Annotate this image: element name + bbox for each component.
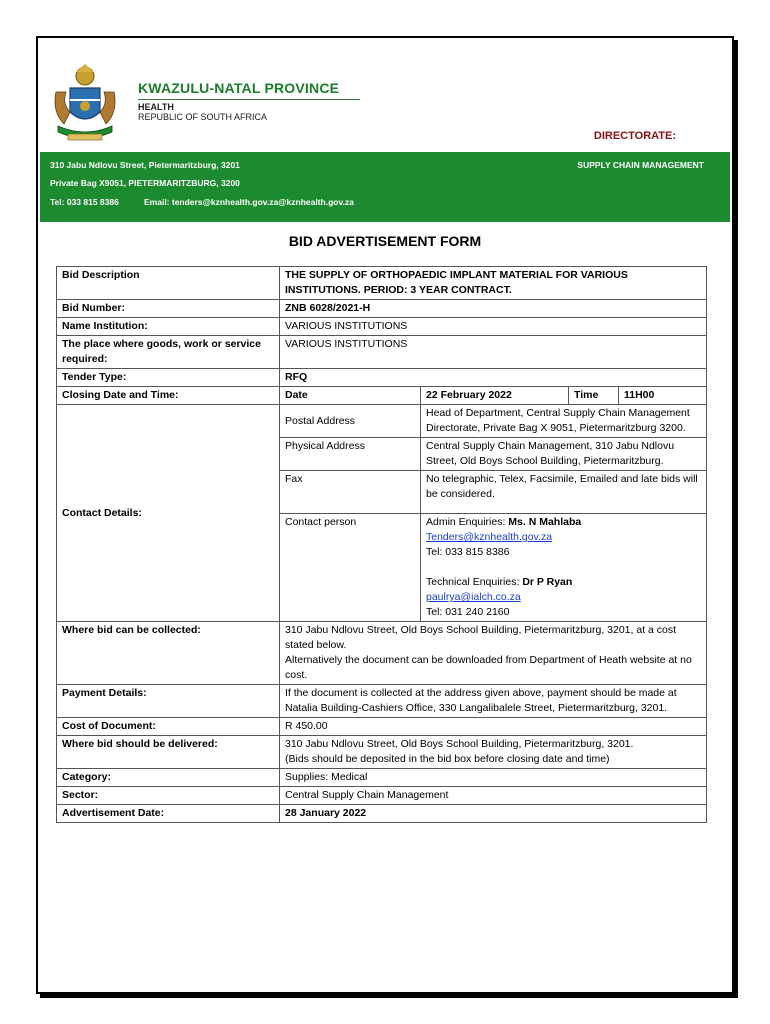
tender-type-label: Tender Type: xyxy=(57,369,280,387)
advertisement-date-value: 28 January 2022 xyxy=(280,805,707,823)
category-value: Supplies: Medical xyxy=(280,769,707,787)
name-institution-label: Name Institution: xyxy=(57,318,280,336)
contact-bar xyxy=(40,152,730,222)
cost-label: Cost of Document: xyxy=(57,718,280,736)
address-line-2: Private Bag X9051, PIETERMARITZBURG, 3200 xyxy=(50,178,240,188)
tech-name: Dr P Ryan xyxy=(522,576,573,588)
collected-label: Where bid can be collected: xyxy=(57,622,280,685)
letterhead xyxy=(40,40,730,154)
form-title: BID ADVERTISEMENT FORM xyxy=(288,233,482,249)
tech-tel: Tel: 031 240 2160 xyxy=(426,606,510,618)
brand-divider xyxy=(138,99,360,100)
payment-value: If the document is collected at the address given above, payment should be made at Natalia Building-Cashiers Office, 330 Langalibalele Street, Pietermaritzburg, 3201. xyxy=(280,685,707,718)
payment-label: Payment Details: xyxy=(57,685,280,718)
postal-address-label: Postal Address xyxy=(280,405,421,438)
delivered-value xyxy=(280,736,707,769)
country-name: REPUBLIC OF SOUTH AFRICA xyxy=(138,112,268,122)
fax-value: No telegraphic, Telex, Facsimile, Emailed and late bids will be considered. xyxy=(421,471,707,514)
contact-person-label: Contact person xyxy=(280,514,421,622)
admin-prefix: Admin Enquiries: xyxy=(426,516,509,528)
closing-date-label: Date xyxy=(280,387,421,405)
physical-address-label: Physical Address xyxy=(280,438,421,471)
bid-description-label: Bid Description xyxy=(57,267,280,300)
bid-number-value: ZNB 6028/2021-H xyxy=(280,300,707,318)
table-row xyxy=(57,805,707,823)
admin-tel: Tel: 033 815 8386 xyxy=(426,546,510,558)
name-institution-value: VARIOUS INSTITUTIONS xyxy=(280,318,707,336)
delivered-text-1: 310 Jabu Ndlovu Street, Old Boys School Building, Pietermaritzburg, 3201. xyxy=(285,738,634,750)
table-row xyxy=(57,369,707,387)
physical-address-value: Central Supply Chain Management, 310 Jabu Ndlovu Street, Old Boys School Building, Pietermaritzburg. xyxy=(421,438,707,471)
collected-text-2: Alternatively the document can be downloaded from Department of Heath website at no cost. xyxy=(285,654,692,681)
place-required-value: VARIOUS INSTITUTIONS xyxy=(280,336,707,369)
admin-email-link[interactable]: Tenders@kznhealth.gov.za xyxy=(426,531,553,543)
cost-value: R 450.00 xyxy=(280,718,707,736)
table-row xyxy=(57,318,707,336)
table-row xyxy=(57,718,707,736)
email: Email: tenders@kznhealth.gov.za@kznhealth.gov.za xyxy=(144,197,354,207)
directorate-name: SUPPLY CHAIN MANAGEMENT xyxy=(577,160,704,170)
delivered-label: Where bid should be delivered: xyxy=(57,736,280,769)
table-row xyxy=(57,267,707,300)
category-label: Category: xyxy=(57,769,280,787)
sector-value: Central Supply Chain Management xyxy=(280,787,707,805)
address-line-1: 310 Jabu Ndlovu Street, Pietermaritzburg, 3201 xyxy=(50,160,240,170)
closing-label: Closing Date and Time: xyxy=(57,387,280,405)
contact-person-value xyxy=(421,514,707,622)
advertisement-date-label: Advertisement Date: xyxy=(57,805,280,823)
bid-table xyxy=(56,266,707,823)
bid-number-label: Bid Number: xyxy=(57,300,280,318)
collected-text-1: 310 Jabu Ndlovu Street, Old Boys School Building, Pietermaritzburg, 3201, at a cost stated below. xyxy=(285,624,677,651)
department-name: HEALTH xyxy=(138,102,174,112)
table-row xyxy=(57,300,707,318)
technical-enquiries xyxy=(426,575,701,590)
closing-date-value: 22 February 2022 xyxy=(421,387,569,405)
closing-time-label: Time xyxy=(569,387,619,405)
place-required-label: The place where goods, work or service required: xyxy=(57,336,280,369)
admin-enquiries xyxy=(426,515,701,530)
tender-type-value: RFQ xyxy=(280,369,707,387)
postal-address-value: Head of Department, Central Supply Chain Management Directorate, Private Bag X 9051, Pietermaritzburg 3200. xyxy=(421,405,707,438)
sector-label: Sector: xyxy=(57,787,280,805)
table-row xyxy=(57,685,707,718)
admin-name: Ms. N Mahlaba xyxy=(508,516,582,528)
coat-of-arms-icon xyxy=(48,62,122,146)
table-row xyxy=(57,736,707,769)
tech-prefix: Technical Enquiries: xyxy=(426,576,523,588)
directorate-label: DIRECTORATE: xyxy=(593,130,676,142)
tech-email-link[interactable]: paulrya@ialch.co.za xyxy=(426,591,521,603)
telephone: Tel: 033 815 8386 xyxy=(50,197,119,207)
fax-label: Fax xyxy=(280,471,421,514)
table-row xyxy=(57,387,707,405)
table-row xyxy=(57,405,707,438)
table-row xyxy=(57,769,707,787)
contact-details-label: Contact Details: xyxy=(57,405,280,622)
table-row xyxy=(57,787,707,805)
province-name: KWAZULU-NATAL PROVINCE xyxy=(138,80,340,96)
bid-description-value: THE SUPPLY OF ORTHOPAEDIC IMPLANT MATERIAL FOR VARIOUS INSTITUTIONS. PERIOD: 3 YEAR CONTRACT. xyxy=(280,267,707,300)
closing-time-value: 11H00 xyxy=(619,387,707,405)
document-page xyxy=(36,36,734,994)
table-row xyxy=(57,336,707,369)
collected-value xyxy=(280,622,707,685)
delivered-text-2: (Bids should be deposited in the bid box before closing date and time) xyxy=(285,753,610,765)
table-row xyxy=(57,622,707,685)
